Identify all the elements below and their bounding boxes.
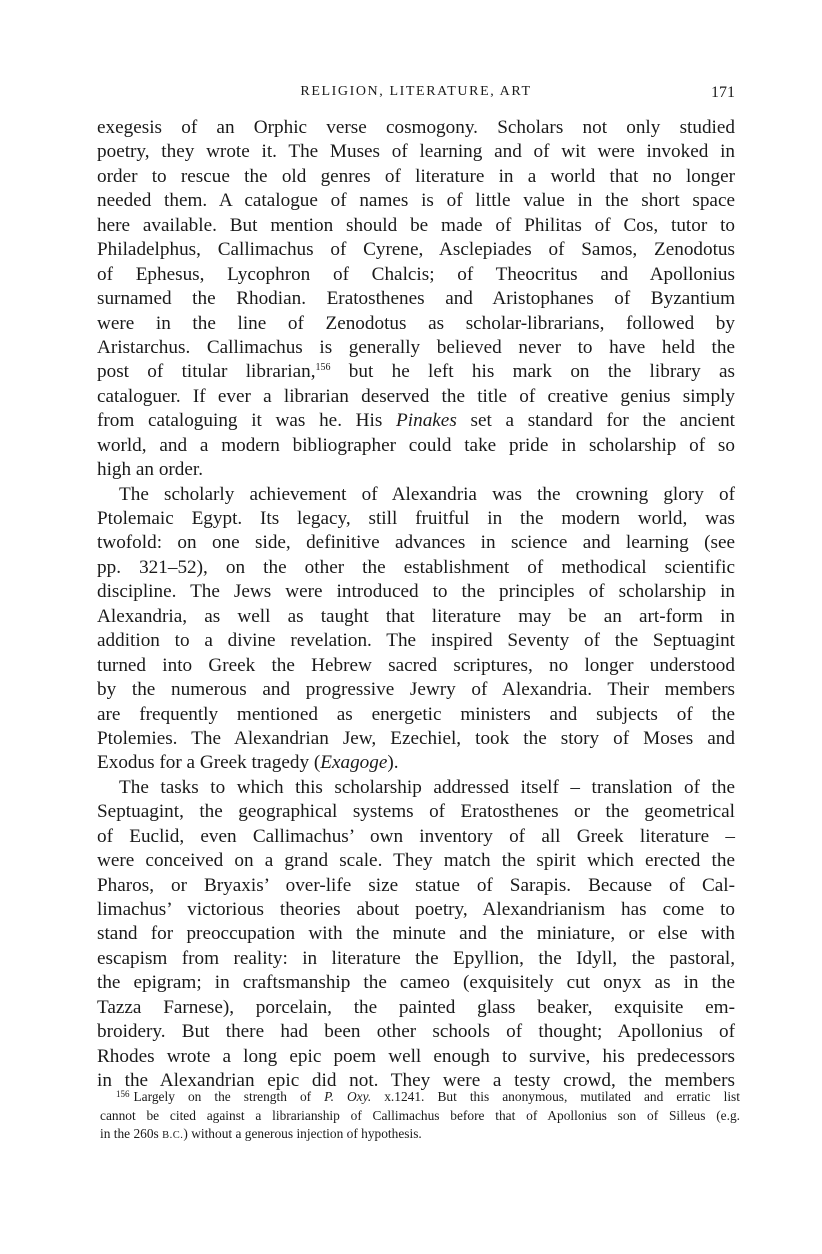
text-line: the epigram; in craftsmanship the cameo (exquisitely cut onyx as in the (97, 972, 735, 994)
footnote-mark: 156 (116, 1089, 130, 1099)
body-text (97, 116, 735, 1094)
text-line: world, and a modern bibliographer could take pride in scholarship of so (97, 434, 735, 456)
text-line: twofold: on one side, definitive advances in science and learning (see (97, 532, 735, 554)
text-line: poetry, they wrote it. The Muses of learning and of wit were invoked in (97, 141, 735, 163)
text-line: were conceived on a grand scale. They match the spirit which erected the (97, 850, 735, 872)
text-line: from cataloguing it was he. His Pinakes set a standard for the ancient (97, 410, 736, 432)
text-line: stand for preoccupation with the minute and the miniature, or else with (97, 923, 735, 945)
text-line: Alexandria, as well as taught that literature may be an art-form in (97, 605, 735, 627)
footnotes (100, 1088, 740, 1144)
footnote-line: $^{156}$ Largely on the strength of P. Oxy. x.1241. But this anonymous, mutilated and erratic list (116, 1089, 740, 1104)
footnote-line: cannot be cited against a librarianship of Callimachus before that of Apollonius son of Silleus (e.g. (100, 1107, 740, 1123)
text-line: addition to a divine revelation. The inspired Seventy of the Septuagint (97, 630, 735, 652)
text-line: exegesis of an Orphic verse cosmogony. Scholars not only studied (97, 117, 735, 138)
text-line: post of titular librarian,$^{156}$ but he left his mark on the library as (97, 361, 735, 383)
text-line: in the Alexandrian epic did not. They were a testy crowd, the members (97, 1070, 735, 1092)
text-line: here available. But mention should be made of Philitas of Cos, tutor to (97, 214, 735, 236)
text-line: Exodus for a Greek tragedy (Exagoge). (97, 752, 399, 774)
text-line: Aristarchus. Callimachus is generally believed never to have held the (97, 336, 735, 358)
running-head: RELIGION, LITERATURE, ART (300, 84, 532, 99)
text-line: of Euclid, even Callimachus’ own inventory of all Greek literature – (97, 825, 735, 847)
text-line: cataloguer. If ever a librarian deserved the title of creative genius simply (97, 385, 735, 407)
text-line: Ptolemies. The Alexandrian Jew, Ezechiel, took the story of Moses and (97, 727, 735, 749)
text-line: The scholarly achievement of Alexandria was the crowning glory of (119, 483, 735, 505)
text-line: high an order. (97, 459, 204, 481)
text-line: surnamed the Rhodian. Eratosthenes and Aristophanes of Byzantium (97, 288, 735, 310)
text-line: needed them. A catalogue of names is of little value in the short space (97, 190, 735, 212)
text-line: Ptolemaic Egypt. Its legacy, still fruitful in the modern world, was (97, 508, 735, 529)
text-line: of Ephesus, Lycophron of Chalcis; of Theocritus and Apollonius (97, 263, 735, 285)
text-line: turned into Greek the Hebrew sacred scriptures, no longer understood (97, 654, 735, 676)
footnote-line: in the 260s B.C.) without a generous injection of hypothesis. (100, 1126, 422, 1141)
footnote-reference: 156 (315, 362, 331, 374)
text-line: were in the line of Zenodotus as scholar-librarians, followed by (97, 312, 735, 334)
text-line: escapism from reality: in literature the Epyllion, the Idyll, the pastoral, (97, 947, 735, 969)
text-line: pp. 321–52), on the other the establishment of methodical scientific (97, 556, 735, 578)
page-header (97, 82, 735, 106)
text-line: are frequently mentioned as energetic ministers and subjects of the (97, 703, 735, 725)
text-line: limachus’ victorious theories about poetry, Alexandrianism has come to (97, 899, 735, 920)
text-line: The tasks to which this scholarship addressed itself – translation of the (119, 776, 735, 798)
text-line: Rhodes wrote a long epic poem well enough to survive, his predecessors (97, 1045, 735, 1067)
text-line: broidery. But there had been other schools of thought; Apollonius of (97, 1021, 735, 1043)
text-line: Philadelphus, Callimachus of Cyrene, Asclepiades of Samos, Zenodotus (97, 239, 735, 261)
text-line: Tazza Farnese), porcelain, the painted glass beaker, exquisite em- (97, 996, 735, 1018)
text-line: by the numerous and progressive Jewry of Alexandria. Their members (97, 679, 735, 701)
text-line: Septuagint, the geographical systems of Eratosthenes or the geometrical (97, 801, 735, 823)
text-line: order to rescue the old genres of literature in a world that no longer (97, 165, 735, 187)
text-line: Pharos, or Bryaxis’ over-life size statue of Sarapis. Because of Cal- (97, 874, 735, 896)
text-line: discipline. The Jews were introduced to the principles of scholarship in (97, 581, 735, 603)
page-number: 171 (711, 84, 735, 101)
